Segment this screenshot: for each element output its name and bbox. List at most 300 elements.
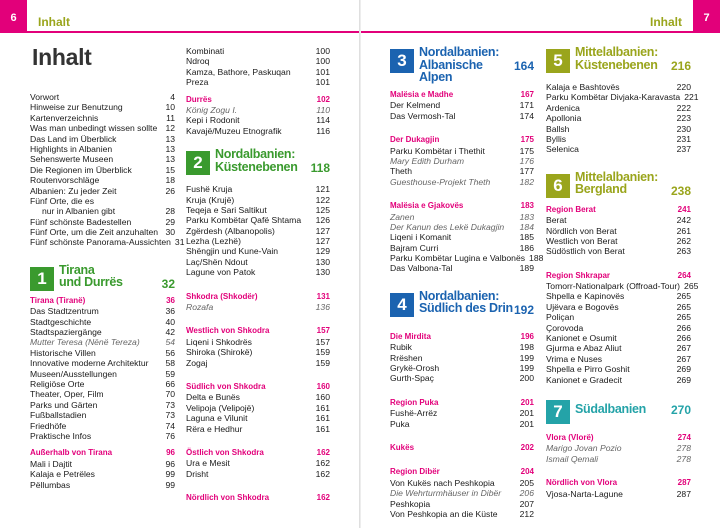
toc-entry-page: 121: [315, 184, 330, 195]
toc-entry-page: 157: [315, 336, 330, 347]
toc-entry-title: Südöstlich von Berat: [546, 246, 625, 257]
toc-entry-page: 212: [519, 508, 534, 519]
toc-entry-page: 26: [165, 185, 175, 196]
toc-entry[interactable]: [546, 92, 699, 103]
toc-entry-title: Rubik: [390, 342, 412, 353]
toc-entry-title: Östlich von Shkodra: [186, 447, 264, 457]
toc-entry[interactable]: [186, 337, 330, 347]
toc-entry[interactable]: [390, 232, 534, 242]
toc-entry[interactable]: [30, 186, 175, 196]
toc-entry[interactable]: [186, 469, 330, 479]
toc-entry-page: 201: [519, 408, 534, 419]
toc-entry[interactable]: [30, 134, 175, 144]
toc-entry-page: 263: [676, 246, 691, 257]
toc-entry[interactable]: [30, 237, 185, 248]
toc-entry[interactable]: [30, 459, 175, 469]
toc-entry-page: 99: [165, 469, 175, 480]
toc-entry[interactable]: [186, 126, 330, 136]
toc-entry-page: 161: [315, 423, 330, 434]
chapter-4-heading[interactable]: [390, 290, 534, 324]
toc-entry-title: Der Kelmend: [390, 100, 441, 111]
toc-entry[interactable]: [30, 410, 175, 420]
toc-entry-title: Parku Kombëtar Divjaka-Karavasta: [546, 92, 681, 103]
toc-section-heading[interactable]: [546, 478, 691, 488]
toc-section-heading[interactable]: [186, 493, 330, 503]
spacer: [186, 368, 330, 382]
spacer: [30, 441, 175, 448]
toc-entry[interactable]: [30, 358, 175, 368]
toc-entry[interactable]: [546, 333, 691, 343]
toc-entry-page: 199: [519, 352, 534, 363]
toc-entry-title: Hinweise zur Benutzung: [30, 102, 123, 113]
toc-entry-page: 200: [519, 373, 534, 384]
chapter-title-line1: Tirana: [59, 262, 95, 277]
toc-entry-title: Ballsh: [546, 123, 570, 134]
toc-entry[interactable]: [546, 454, 691, 464]
toc-entry-title: Liqeni i Komanit: [390, 232, 452, 243]
toc-entry[interactable]: [390, 166, 534, 176]
chapter-page: 164: [513, 59, 534, 73]
chapter-title-line1: Nordalbanien:: [419, 45, 500, 59]
chapter-2-heading[interactable]: [186, 148, 330, 182]
toc-entry-page: 262: [676, 235, 691, 246]
toc-entry[interactable]: [546, 82, 691, 92]
toc-entry[interactable]: [186, 403, 330, 413]
toc-entry-page: 237: [676, 144, 691, 155]
toc-entry-page: 265: [676, 291, 691, 302]
toc-entry[interactable]: [186, 205, 330, 215]
toc-entry[interactable]: [390, 243, 534, 253]
toc-entry-page: 269: [676, 364, 691, 375]
toc-entry[interactable]: [30, 196, 175, 206]
toc-entry[interactable]: [390, 146, 534, 156]
toc-entry-title: Kanionet e Gradecit: [546, 374, 622, 385]
toc-entry-title: Albanien: Zu jeder Zeit: [30, 185, 117, 196]
toc-entry-title: Ardenica: [546, 102, 580, 113]
toc-entry-title: Berat: [546, 215, 567, 226]
toc-entry[interactable]: [390, 263, 534, 273]
toc-entry-page: 127: [315, 236, 330, 247]
toc-entry-page: 176: [519, 155, 534, 166]
toc-entry[interactable]: [186, 424, 330, 434]
toc-entry[interactable]: [546, 134, 691, 144]
toc-entry-title: Kamza, Bathore, Paskuqan: [186, 66, 291, 77]
toc-entry-title: Lagune von Patok: [186, 267, 256, 278]
toc-entry-page: 174: [519, 110, 534, 121]
toc-entry-title: Drisht: [186, 468, 209, 479]
toc-section-heading[interactable]: [546, 205, 691, 215]
toc-entry-title: Fushë Kruja: [186, 184, 233, 195]
toc-entry[interactable]: [186, 246, 330, 256]
toc-entry-page: 188: [529, 253, 544, 264]
toc-entry[interactable]: [390, 408, 534, 418]
toc-entry[interactable]: [390, 353, 534, 363]
toc-entry[interactable]: [390, 100, 534, 110]
toc-entry[interactable]: [30, 217, 175, 227]
toc-entry[interactable]: [546, 364, 691, 374]
toc-section-heading[interactable]: [186, 292, 330, 302]
toc-entry-page: 70: [165, 389, 175, 400]
toc-entry-page: 110: [316, 104, 330, 115]
toc-entry-title: Südlich von Shkodra: [186, 381, 266, 391]
toc-entry[interactable]: [390, 212, 534, 222]
toc-entry-page: 198: [519, 342, 534, 353]
toc-entry-title: Außerhalb von Tirana: [30, 448, 113, 458]
toc-entry-page: 267: [676, 343, 691, 354]
toc-entry-title: Gurth-Spaç: [390, 373, 434, 384]
toc-section-heading[interactable]: [390, 201, 534, 211]
toc-entry-title: Guesthouse-Projekt Theth: [390, 176, 491, 187]
toc-entry-title: Kavajë/Muzeu Etnografik: [186, 125, 282, 136]
toc-entry[interactable]: [546, 323, 691, 333]
toc-entry-page: 30: [165, 227, 175, 238]
toc-entry-page: 127: [315, 225, 330, 236]
toc-entry-page: 177: [519, 166, 534, 177]
toc-entry-page: 4: [170, 92, 175, 102]
chapter-1-heading[interactable]: [30, 264, 175, 298]
toc-entry-title: Teqeja e Sari Saltikut: [186, 204, 267, 215]
toc-entry-title: Çorovoda: [546, 322, 584, 333]
toc-entry-title: Was man unbedingt wissen sollte: [30, 123, 158, 134]
toc-entry-title: Selenica: [546, 144, 579, 155]
toc-entry-title: Kukës: [390, 442, 415, 452]
toc-entry[interactable]: [30, 317, 175, 327]
toc-entry-title: Malësia e Madhe: [390, 90, 454, 99]
toc-entry-title: Sehenswerte Museen: [30, 154, 114, 165]
toc-entry[interactable]: [186, 302, 330, 312]
toc-entry[interactable]: [186, 458, 330, 468]
toc-entry[interactable]: [30, 337, 175, 347]
toc-entry[interactable]: [390, 342, 534, 352]
toc-entry[interactable]: [186, 267, 330, 277]
toc-entry[interactable]: [186, 413, 330, 423]
toc-entry-page: 160: [316, 381, 330, 391]
toc-entry-title: Shëngjin und Kune-Vain: [186, 246, 279, 257]
toc-entry[interactable]: [390, 509, 534, 519]
toc-section-heading[interactable]: [390, 398, 534, 408]
toc-entry[interactable]: [30, 123, 175, 133]
toc-entry-title: Liqeni i Shkodrës: [186, 336, 252, 347]
toc-entry-title: Fünf Orte, um die Zeit anzuhalten: [30, 227, 159, 238]
toc-entry-title: Theater, Oper, Film: [30, 389, 104, 400]
toc-entry-title: Poliçan: [546, 312, 575, 323]
toc-entry[interactable]: [546, 343, 691, 353]
toc-entry[interactable]: [30, 348, 175, 358]
toc-entry-title: Lezha (Lezhë): [186, 236, 241, 247]
running-head-right: Inhalt: [650, 15, 682, 29]
toc-entry[interactable]: [546, 489, 691, 499]
toc-entry-page: 28: [165, 206, 175, 217]
spacer: [186, 312, 330, 326]
chapter-number: 6: [546, 174, 570, 198]
toc-entry-page: 29: [165, 216, 175, 227]
toc-section-heading[interactable]: [186, 382, 330, 392]
toc-entry-title: Preza: [186, 77, 209, 88]
toc-entry-title: Der Dukagjin: [390, 135, 440, 145]
toc-section-heading[interactable]: [390, 332, 534, 342]
toc-entry[interactable]: [186, 215, 330, 225]
toc-entry[interactable]: [390, 499, 534, 509]
toc-section-heading[interactable]: [30, 296, 175, 306]
toc-column-2: [186, 46, 330, 504]
toc-entry[interactable]: [186, 46, 330, 56]
toc-entry[interactable]: [546, 291, 691, 301]
toc-entry[interactable]: [390, 222, 534, 232]
toc-entry-page: 159: [315, 347, 330, 358]
toc-entry-page: 274: [677, 432, 691, 442]
toc-entry-page: 101: [315, 77, 330, 88]
running-head-left: Inhalt: [38, 15, 70, 29]
toc-entry-title: Marigo Jovan Pozio: [546, 443, 622, 454]
toc-entry[interactable]: [186, 56, 330, 66]
toc-entry[interactable]: [30, 113, 175, 123]
page-number-right: 7: [693, 0, 720, 32]
toc-entry[interactable]: [186, 195, 330, 205]
toc-entry[interactable]: [546, 443, 691, 453]
toc-entry[interactable]: [30, 144, 175, 154]
toc-entry[interactable]: [30, 92, 175, 102]
toc-entry-page: 201: [520, 397, 534, 407]
toc-entry[interactable]: [30, 469, 175, 479]
toc-entry[interactable]: [30, 102, 175, 112]
toc-entry-title: Bajram Curri: [390, 242, 439, 253]
toc-entry-page: 74: [165, 420, 175, 431]
toc-entry[interactable]: [30, 431, 175, 441]
toc-entry-page: 223: [676, 113, 691, 124]
toc-entry[interactable]: [30, 421, 175, 431]
toc-entry[interactable]: [186, 347, 330, 357]
toc-entry[interactable]: [546, 246, 691, 256]
toc-entry[interactable]: [30, 327, 175, 337]
chapter-page: 216: [670, 59, 691, 73]
chapter-title-line2: Küstenebenen: [575, 57, 658, 72]
toc-entry-title: Malësia e Gjakovës: [390, 201, 464, 211]
toc-entry-title: Shpella e Pirro Goshit: [546, 364, 630, 375]
toc-entry-page: 130: [315, 256, 330, 267]
toc-entry[interactable]: [186, 184, 330, 194]
toc-entry[interactable]: [30, 480, 175, 490]
toc-entry-page: 125: [315, 204, 330, 215]
header-rule-left: [0, 31, 359, 33]
toc-entry-page: 36: [166, 295, 175, 305]
toc-entry-page: 10: [165, 102, 175, 113]
chapter-number: 3: [390, 49, 414, 73]
toc-entry[interactable]: [186, 257, 330, 267]
chapter-page: 192: [513, 302, 534, 317]
chapter-3-heading[interactable]: [390, 45, 534, 84]
toc-entry-title: Fünf schönste Panorama-Aussichten: [30, 237, 171, 248]
toc-entry[interactable]: [546, 113, 691, 123]
toc-entry-title: Gjurma e Abaz Aliut: [546, 343, 622, 354]
toc-entry[interactable]: [30, 379, 175, 389]
spacer: [390, 121, 534, 135]
spacer: [390, 187, 534, 201]
toc-section-heading[interactable]: [390, 443, 534, 453]
toc-entry-page: 73: [165, 399, 175, 410]
toc-entry[interactable]: [186, 105, 330, 115]
toc-entry-page: 42: [165, 327, 175, 338]
toc-entry-page: 265: [676, 301, 691, 312]
toc-entry[interactable]: [390, 488, 534, 498]
toc-entry[interactable]: [30, 400, 175, 410]
toc-entry-page: 58: [165, 358, 175, 369]
toc-entry-title: Ura e Mesit: [186, 458, 230, 469]
toc-entry[interactable]: [30, 165, 175, 175]
toc-entry-title: Delta e Bunës: [186, 392, 240, 403]
toc-entry-title: Nördlich von Shkodra: [186, 493, 270, 503]
toc-entry[interactable]: [30, 154, 175, 164]
toc-entry[interactable]: [546, 375, 691, 385]
toc-section-heading[interactable]: [546, 271, 691, 281]
toc-entry-title: Nördlich von Vlora: [546, 478, 618, 488]
toc-entry-page: 201: [519, 418, 534, 429]
toc-entry-page: 221: [684, 92, 699, 103]
toc-entry-title: Stadtgeschichte: [30, 316, 92, 327]
toc-entry-title: Parku Kombëtar Qafë Shtama: [186, 215, 302, 226]
toc-entry-page: 161: [315, 402, 330, 413]
toc-entry-page: 241: [677, 204, 691, 214]
toc-entry[interactable]: [390, 478, 534, 488]
toc-entry-page: 101: [315, 66, 330, 77]
toc-section-heading[interactable]: [546, 433, 691, 443]
toc-entry-title: Religiöse Orte: [30, 378, 85, 389]
toc-entry-title: Kalaja e Petrëles: [30, 469, 95, 480]
toc-entry-page: 11: [166, 112, 175, 123]
toc-entry[interactable]: [546, 302, 691, 312]
toc-entry-page: 266: [676, 322, 691, 333]
toc-entry[interactable]: [546, 103, 691, 113]
toc-section-heading[interactable]: [390, 90, 534, 100]
toc-section-heading[interactable]: [30, 448, 175, 458]
toc-entry-title: Von Kukës nach Peshkopia: [390, 477, 495, 488]
toc-entry[interactable]: [186, 392, 330, 402]
toc-entry[interactable]: [390, 363, 534, 373]
toc-entry[interactable]: [186, 77, 330, 87]
toc-entry-page: 278: [676, 453, 691, 464]
toc-entry[interactable]: [30, 306, 175, 316]
chapter-7-heading[interactable]: [546, 397, 691, 431]
toc-entry-page: 40: [165, 316, 175, 327]
toc-section-heading[interactable]: [186, 326, 330, 336]
toc-entry-page: 269: [676, 374, 691, 385]
toc-entry-title: Fünf Orte, die es: [30, 195, 95, 206]
toc-entry[interactable]: [390, 177, 534, 187]
toc-entry-page: 15: [165, 164, 175, 175]
toc-entry[interactable]: [390, 111, 534, 121]
toc-entry-page: 204: [520, 467, 534, 477]
toc-entry-page: 182: [519, 176, 534, 187]
toc-entry-page: 13: [165, 133, 175, 144]
toc-entry[interactable]: [30, 175, 175, 185]
toc-entry[interactable]: [546, 226, 691, 236]
toc-entry-page: 207: [519, 498, 534, 509]
toc-entry-page: 265: [684, 281, 699, 292]
toc-entry-page: 222: [676, 102, 691, 113]
toc-entry-title: Museen/Ausstellungen: [30, 368, 117, 379]
toc-entry-page: 73: [165, 410, 175, 421]
toc-entry[interactable]: [30, 369, 175, 379]
toc-entry-page: 130: [315, 267, 330, 278]
toc-entry-page: 220: [676, 82, 691, 92]
toc-entry-page: 159: [315, 357, 330, 368]
toc-entry-title: Tomorr-Nationalpark (Offroad-Tour): [546, 281, 681, 292]
book-spine: [359, 0, 361, 528]
toc-entry-title: Region Puka: [390, 397, 439, 407]
toc-entry-title: Grykë-Orosh: [390, 363, 440, 374]
toc-entry-title: Mary Edith Durham: [390, 155, 465, 166]
toc-entry[interactable]: [546, 312, 691, 322]
chapter-title-line2: und Durrës: [59, 275, 123, 290]
spacer: [186, 479, 330, 493]
toc-entry-page: 13: [165, 143, 175, 154]
toc-entry-page: 162: [316, 447, 330, 457]
toc-entry-title: nur in Albanien gibt: [42, 206, 116, 217]
toc-entry[interactable]: [546, 144, 691, 154]
toc-entry-page: 114: [316, 115, 330, 126]
toc-section-heading[interactable]: [390, 135, 534, 145]
toc-entry-title: Region Berat: [546, 204, 596, 214]
toc-entry-title: Laguna e Vilunit: [186, 413, 248, 424]
toc-section-heading[interactable]: [186, 95, 330, 105]
toc-entry-page: 202: [520, 442, 534, 452]
toc-entry-title: Region Dibër: [390, 467, 440, 477]
toc-entry[interactable]: [186, 226, 330, 236]
toc-entry-page: 230: [676, 123, 691, 134]
chapter-6-heading[interactable]: [546, 171, 691, 205]
toc-entry-page: 122: [315, 194, 330, 205]
toc-entry[interactable]: [186, 236, 330, 246]
toc-entry-title: Das Valbona-Tal: [390, 263, 453, 274]
toc-entry[interactable]: [390, 253, 544, 264]
toc-entry[interactable]: [30, 206, 175, 216]
toc-entry[interactable]: [546, 354, 691, 364]
toc-entry-title: Vorwort: [30, 92, 60, 102]
toc-entry-title: Das Stadtzentrum: [30, 306, 99, 317]
toc-entry-title: Ujëvara e Bogovës: [546, 301, 619, 312]
toc-section-heading[interactable]: [390, 467, 534, 477]
toc-entry-title: Rrëshen: [390, 352, 423, 363]
toc-entry[interactable]: [546, 215, 691, 225]
spacer: [186, 278, 330, 292]
toc-entry[interactable]: [390, 373, 534, 383]
toc-entry-title: Durrës: [186, 94, 212, 104]
toc-entry[interactable]: [186, 67, 330, 77]
toc-entry[interactable]: [30, 227, 175, 237]
chapter-title-line1: Nordalbanien:: [215, 147, 296, 162]
toc-entry-title: Westlich von Berat: [546, 235, 618, 246]
toc-entry[interactable]: [546, 236, 691, 246]
toc-entry[interactable]: [186, 115, 330, 125]
toc-entry-title: Tirana (Tiranë): [30, 295, 86, 305]
toc-section-heading[interactable]: [186, 448, 330, 458]
toc-entry-page: 36: [165, 306, 175, 317]
chapter-title-line2: Bergland: [575, 182, 627, 197]
toc-entry-title: Rëra e Hedhur: [186, 423, 243, 434]
toc-entry-title: Pëllumbas: [30, 479, 71, 490]
chapter-title-line2: Albanische Alpen: [419, 57, 483, 84]
toc-entry[interactable]: [390, 419, 534, 429]
chapter-5-heading[interactable]: [546, 46, 691, 80]
toc-entry-page: 12: [165, 123, 175, 134]
toc-entry[interactable]: [186, 358, 330, 368]
toc-entry[interactable]: [546, 124, 691, 134]
toc-entry[interactable]: [390, 156, 534, 166]
toc-entry[interactable]: [30, 389, 175, 399]
toc-entry-title: Praktische Infos: [30, 430, 92, 441]
toc-entry[interactable]: [546, 281, 699, 292]
toc-entry-title: Historische Villen: [30, 347, 96, 358]
toc-entry-page: 199: [519, 363, 534, 374]
